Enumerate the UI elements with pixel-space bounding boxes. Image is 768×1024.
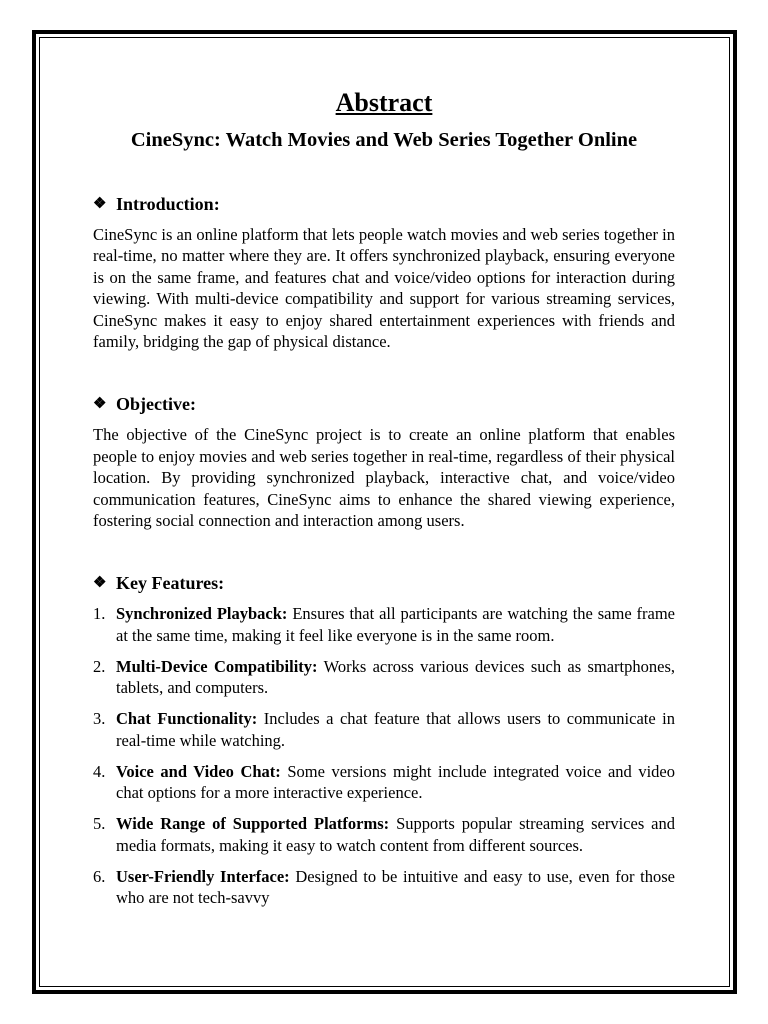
list-item-name: Synchronized Playback: [116, 604, 288, 624]
abstract-heading: Abstract [335, 88, 433, 117]
key-features-heading-label: Key Features: [116, 573, 225, 594]
introduction-heading-label: Introduction: [116, 194, 220, 214]
list-item-description: Designed to be intuitive and easy to use, even for those who are not tech-savvy [116, 866, 675, 907]
diamond-bullet-icon: ❖ [93, 396, 107, 413]
list-item [93, 813, 675, 856]
list-item-description: Ensures that all participants are watching the same frame at the same time, making it feel like everyone is in the same room. [116, 604, 675, 645]
list-item-name: User-Friendly Interface: [116, 866, 290, 886]
list-item-name: Wide Range of Supported Platforms: [116, 814, 390, 834]
introduction-paragraph: CineSync is an online platform that lets people watch movies and web series together in real-time, no matter where they are. It offers synchronized playback, ensuring everyone is on the same frame, and features chat and voice/video options for interaction during viewing. With multi-device compatibility and support for various streaming services, CineSync makes it easy to enjoy shared entertainment experiences with friends and family, bridging the gap of physical distance. [93, 225, 675, 352]
key-features-heading [93, 571, 675, 595]
objective-heading [93, 392, 675, 416]
list-item [93, 761, 675, 804]
list-item-body [116, 866, 675, 909]
diamond-bullet-icon: ❖ [93, 196, 107, 212]
diamond-bullet-icon: ❖ [93, 575, 107, 592]
list-item-description: Supports popular streaming services and media formats, making it easy to watch content from different sources. [116, 814, 676, 855]
list-item-body [116, 603, 675, 646]
list-item-name: Multi-Device Compatibility: [116, 656, 318, 676]
list-item-name: Voice and Video Chat: [116, 761, 281, 781]
list-item-number: 2. [93, 656, 106, 676]
list-item-description: Includes a chat feature that allows users to communicate in real-time while watching. [116, 709, 675, 750]
document-content [93, 86, 675, 918]
key-features-list [93, 603, 675, 908]
objective-heading-label: Objective: [116, 394, 196, 415]
list-item [93, 866, 675, 909]
list-item-number: 4. [93, 761, 106, 781]
objective-paragraph: The objective of the CineSync project is to create an online platform that enables people to enjoy movies and web series together in real-time, regardless of their physical location. By providing synchronized playback, interactive chat, and voice/video communication features, CineSync aims to enhance the shared viewing experience, fostering social connection and interaction among users. [93, 425, 675, 531]
list-item [93, 603, 675, 646]
list-item [93, 656, 675, 699]
list-item-body [116, 656, 675, 699]
list-item-number: 5. [93, 814, 106, 834]
document-title: CineSync: Watch Movies and Web Series Together Online [130, 129, 638, 151]
list-item-number: 6. [93, 866, 106, 886]
list-item [93, 708, 675, 751]
list-item-description: Some versions might include integrated voice and video chat options for a more interactive experience. [116, 761, 675, 803]
list-item-number: 3. [93, 709, 106, 729]
list-item-body [116, 813, 675, 856]
list-item-description: Works across various devices such as smartphones, tablets, and computers. [116, 656, 675, 698]
list-item-body [116, 761, 675, 804]
list-item-body [116, 708, 675, 751]
introduction-heading [93, 192, 675, 216]
list-item-name: Chat Functionality: [116, 709, 258, 729]
list-item-number: 1. [93, 604, 106, 624]
